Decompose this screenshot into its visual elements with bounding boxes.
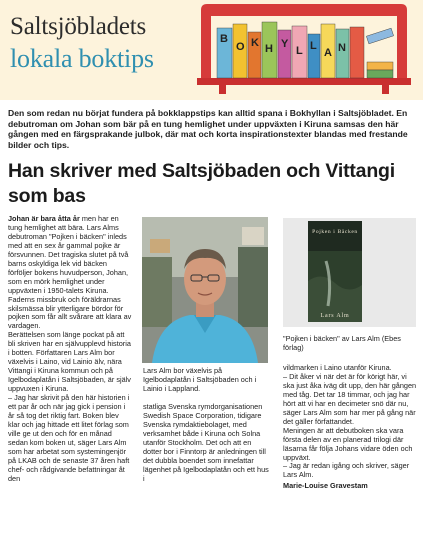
intro-paragraph: Den som redan nu börjat fundera på bokklappstips kan alltid spana i Bokhyllan i Saltsjöbladet. En debutroman om Johan som bär på en tung hemlighet under uppväxten i Kiruna samsas den här gången med en färgsprakande julbok, där mat och korta inspirationstexter blandas med frestande bilder och tips. <box>8 108 408 150</box>
headline: Han skriver med Saltsjöbaden och Vittangi som bas <box>8 160 395 207</box>
column1-paragraph-3: – Jag har skrivit på den här historien i ett par år och när jag gick i pension i år så tog det riktig fart. Boken blev klar och jag hittade ett litet förlag som ville ge ut den och för en månad sedan kom boken ut, säger Lars Alm som har arbetat som systemingenjör på LKAB och de senaste 37 åren haft chef- och rådgivande befattningar åt den <box>8 393 130 483</box>
byline-signature: Marie-Louise Gravestam <box>283 481 368 491</box>
bookshelf-icon <box>195 2 413 96</box>
book-cover <box>308 221 362 322</box>
column3-paragraph-2: – Dit åker vi när det är för körigt här, vi ska just åka iväg dit upp, den här gången med tåg. Det tar 18 timmar, och jag har hört att vi har en decimeter snö där nu, säger Lars Alm som har mer på gång när det gäller författandet. <box>283 371 417 426</box>
column1-paragraph-2: Berättelsen som länge pockat på att bli skriven har en självupplevd historia i botten. Författaren Lars Alm bor växelvis i Laino, vid Lainio älv, nära Vittangi i Kiruna kommun och på Igelbodaplatån i Saltsjöbaden, är själv uppvuxen i Kiruna. <box>8 330 131 394</box>
column2-paragraph: statliga Svenska rymdorganisationen Swedish Space Corporation, tidigare Svenska rymdaktiebolaget, med verksamhet både i Kiruna och Solna utanför Stockholm. Det och att en dotter bor i Finntorp är anledningen till det dubbla boendet som innefattar lägenhet på Igelbodaplatån och ett hus i <box>143 402 269 483</box>
author-photo <box>142 217 268 363</box>
book-caption: "Pojken i bäcken" av Lars Alm (Ebes förlag) <box>283 334 401 352</box>
masthead <box>0 0 423 100</box>
article-column-1 <box>8 215 132 484</box>
column3-paragraph-3: Meningen är att debutboken ska vara första delen av en planerad trilogi där läsarna får följa Johans vidare öden och uppväxt. <box>283 425 413 462</box>
svg-text:B O K H: B O K H Y L L A N <box>220 33 346 59</box>
shelf-letter: B <box>220 33 228 45</box>
column3-paragraph-4: – Jag är redan igång och skriver, säger Lars Alm. <box>283 461 410 480</box>
article-column-3 <box>283 364 418 491</box>
masthead-title-line1: Saltsjöbladets <box>10 13 147 40</box>
masthead-title-line2: lokala boktips <box>10 44 154 73</box>
column3-paragraph-1: vildmarken i Laino utanför Kiruna. <box>283 363 392 372</box>
book-cover-author: Lars Alm <box>320 313 350 319</box>
column1-paragraph-1 <box>8 215 132 331</box>
book-cover-title: Pojken i Bäcken <box>312 229 358 235</box>
column1-text: men har en tung hemlighet att bära. Lars Alms debutroman "Pojken i bäcken" inleds med att en sex år gammal pojke är försvunnen. Det tragiska slutet på två barns oskyldiga lek vid bäcken förföljer bokens huvudperson, Johan, som en mörk hemlighet under uppväxten i 1950-talets Kiruna. Faderns missbruk och föräldrarnas skilsmässa blir ytterligare bördor för pojken som får allt svårare att klara av vardagen. <box>8 214 132 331</box>
photo-caption: Lars Alm bor växelvis på Igelbodaplatån i Saltsjöbaden och i Lainio i Lappland. <box>143 366 257 393</box>
article-column-2 <box>143 403 271 484</box>
lead-in: Johan är bara åtta år <box>8 214 80 223</box>
